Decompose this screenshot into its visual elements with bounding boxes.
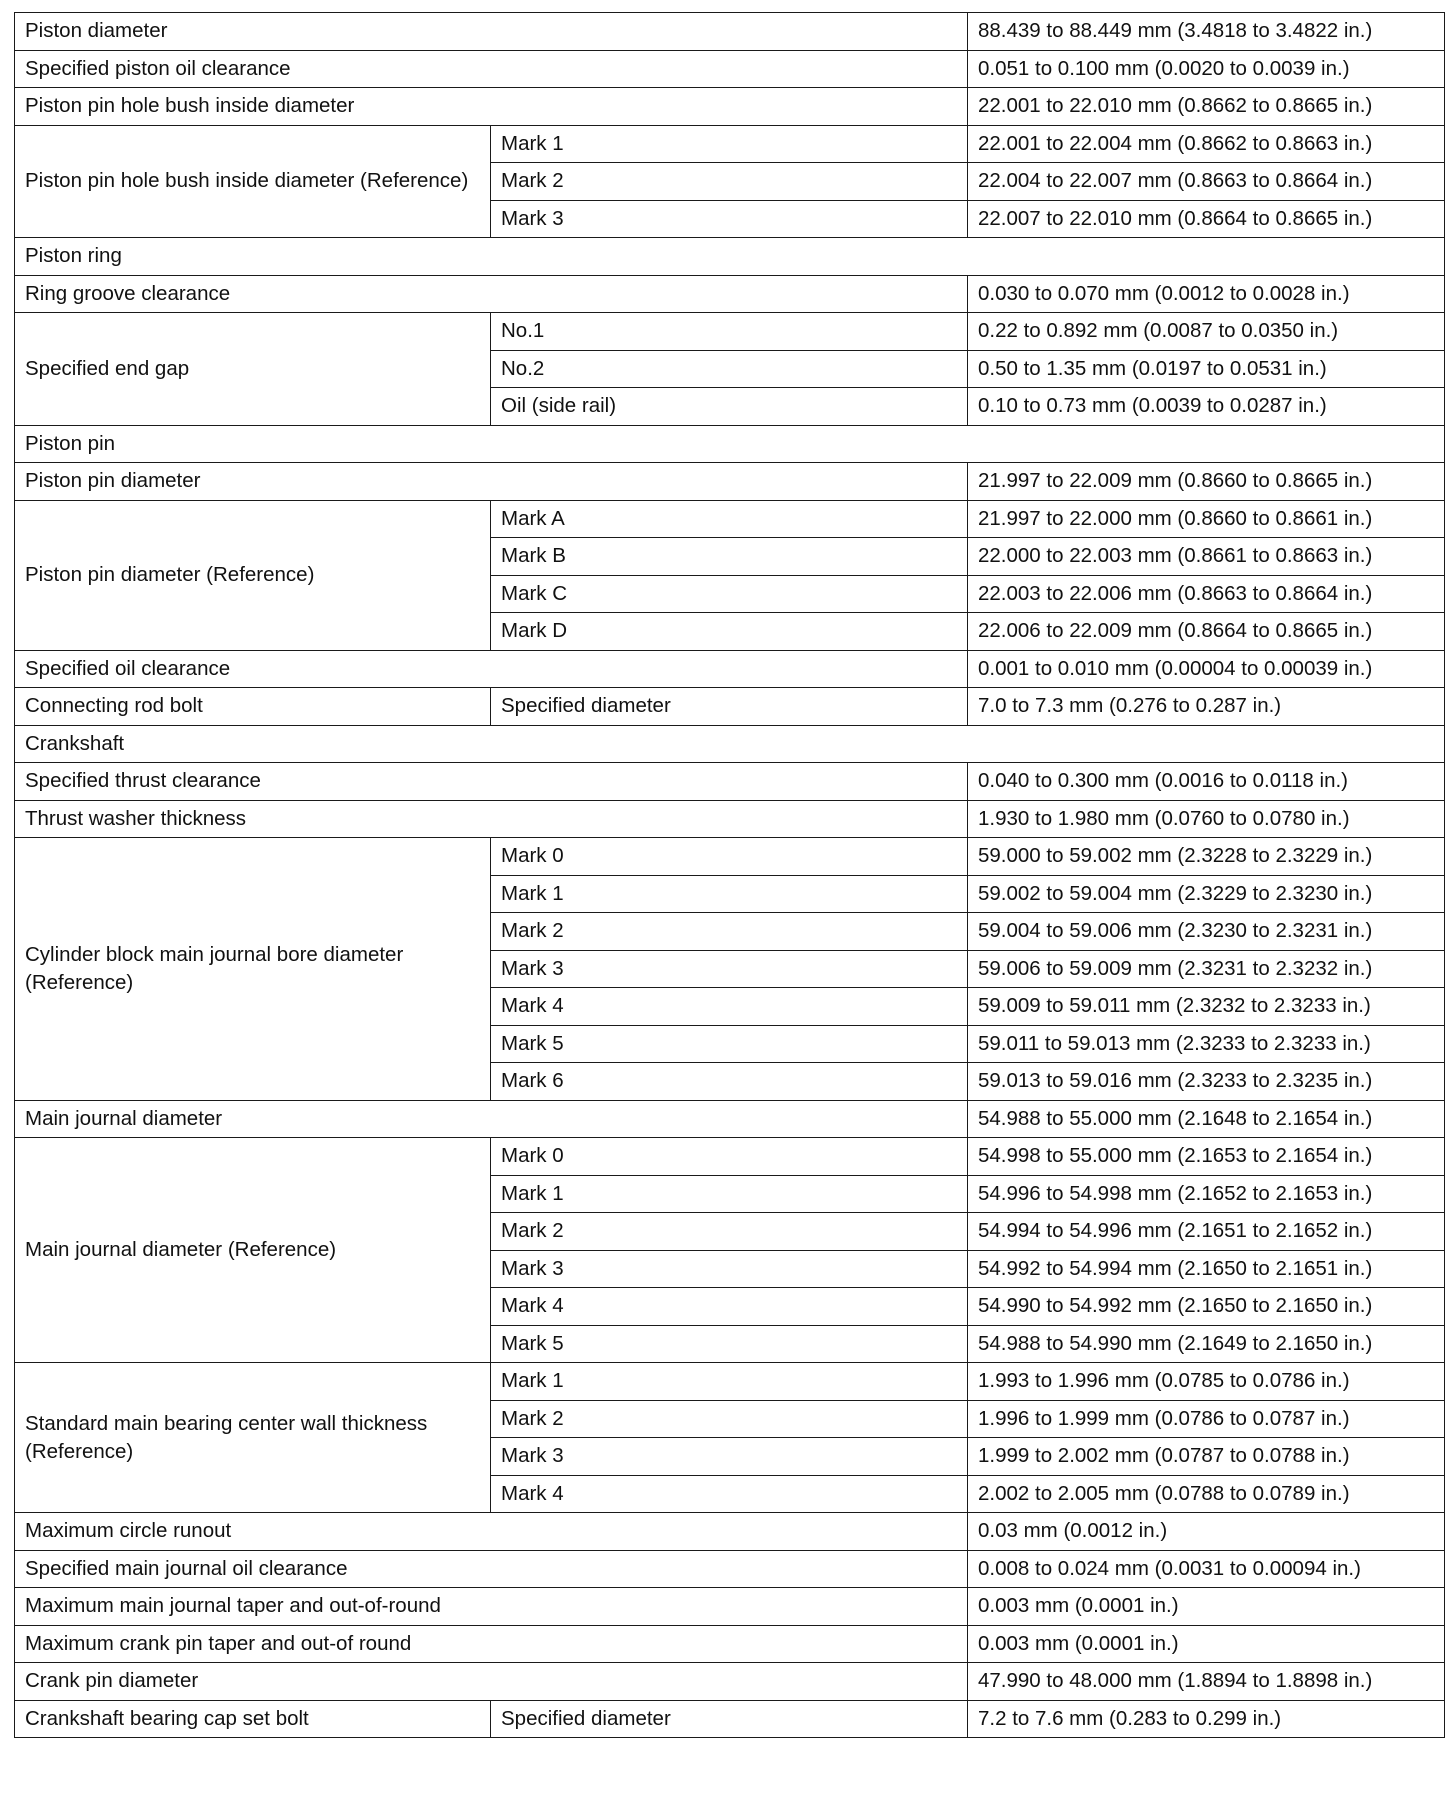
spec-sub-label: No.2 — [491, 350, 968, 388]
spec-value: 0.03 mm (0.0012 in.) — [968, 1513, 1445, 1551]
spec-value: 22.001 to 22.010 mm (0.8662 to 0.8665 in.) — [968, 88, 1445, 126]
table-row — [15, 688, 1445, 726]
table-row — [15, 275, 1445, 313]
spec-value: 88.439 to 88.449 mm (3.4818 to 3.4822 in.) — [968, 13, 1445, 51]
spec-sub-label: Mark 2 — [491, 1400, 968, 1438]
spec-value: 2.002 to 2.005 mm (0.0788 to 0.0789 in.) — [968, 1475, 1445, 1513]
spec-value: 0.001 to 0.010 mm (0.00004 to 0.00039 in.) — [968, 650, 1445, 688]
spec-sub-label: Mark 2 — [491, 913, 968, 951]
spec-sub-label: No.1 — [491, 313, 968, 351]
table-row — [15, 1363, 1445, 1401]
spec-value: 22.001 to 22.004 mm (0.8662 to 0.8663 in.) — [968, 125, 1445, 163]
table-row — [15, 125, 1445, 163]
spec-value: 54.992 to 54.994 mm (2.1650 to 2.1651 in.) — [968, 1250, 1445, 1288]
spec-value: 1.996 to 1.999 mm (0.0786 to 0.0787 in.) — [968, 1400, 1445, 1438]
spec-value: 59.011 to 59.013 mm (2.3233 to 2.3233 in.) — [968, 1025, 1445, 1063]
table-row — [15, 1625, 1445, 1663]
spec-value: 59.004 to 59.006 mm (2.3230 to 2.3231 in.) — [968, 913, 1445, 951]
spec-label: Piston pin diameter (Reference) — [15, 500, 491, 650]
spec-label: Main journal diameter — [15, 1100, 968, 1138]
spec-sub-label: Mark 3 — [491, 1438, 968, 1476]
spec-label: Crankshaft bearing cap set bolt — [15, 1700, 491, 1738]
section-heading: Piston ring — [15, 238, 1445, 276]
table-row — [15, 1588, 1445, 1626]
spec-value: 1.993 to 1.996 mm (0.0785 to 0.0786 in.) — [968, 1363, 1445, 1401]
spec-value: 1.930 to 1.980 mm (0.0760 to 0.0780 in.) — [968, 800, 1445, 838]
table-row — [15, 1100, 1445, 1138]
spec-value: 0.008 to 0.024 mm (0.0031 to 0.00094 in.) — [968, 1550, 1445, 1588]
table-row — [15, 1513, 1445, 1551]
spec-value: 22.004 to 22.007 mm (0.8663 to 0.8664 in.) — [968, 163, 1445, 201]
spec-value: 0.50 to 1.35 mm (0.0197 to 0.0531 in.) — [968, 350, 1445, 388]
spec-label: Specified end gap — [15, 313, 491, 426]
spec-value: 1.999 to 2.002 mm (0.0787 to 0.0788 in.) — [968, 1438, 1445, 1476]
spec-sub-label: Mark B — [491, 538, 968, 576]
spec-sub-label: Mark 6 — [491, 1063, 968, 1101]
spec-label: Connecting rod bolt — [15, 688, 491, 726]
spec-value: 0.10 to 0.73 mm (0.0039 to 0.0287 in.) — [968, 388, 1445, 426]
spec-label: Thrust washer thickness — [15, 800, 968, 838]
section-row — [15, 725, 1445, 763]
table-row — [15, 463, 1445, 501]
spec-sub-label: Specified diameter — [491, 688, 968, 726]
spec-value: 54.988 to 54.990 mm (2.1649 to 2.1650 in.) — [968, 1325, 1445, 1363]
spec-sub-label: Mark 3 — [491, 200, 968, 238]
spec-label: Specified piston oil clearance — [15, 50, 968, 88]
table-row — [15, 313, 1445, 351]
spec-sub-label: Mark C — [491, 575, 968, 613]
spec-label: Maximum crank pin taper and out-of round — [15, 1625, 968, 1663]
spec-sub-label: Mark 4 — [491, 1475, 968, 1513]
section-row — [15, 238, 1445, 276]
spec-sub-label: Specified diameter — [491, 1700, 968, 1738]
spec-value: 54.994 to 54.996 mm (2.1651 to 2.1652 in.) — [968, 1213, 1445, 1251]
table-row — [15, 50, 1445, 88]
spec-label: Specified thrust clearance — [15, 763, 968, 801]
spec-sub-label: Mark A — [491, 500, 968, 538]
spec-value: 54.990 to 54.992 mm (2.1650 to 2.1650 in.) — [968, 1288, 1445, 1326]
table-row — [15, 763, 1445, 801]
spec-value: 0.22 to 0.892 mm (0.0087 to 0.0350 in.) — [968, 313, 1445, 351]
spec-value: 0.003 mm (0.0001 in.) — [968, 1588, 1445, 1626]
table-row — [15, 650, 1445, 688]
spec-sub-label: Mark 2 — [491, 1213, 968, 1251]
table-row — [15, 1550, 1445, 1588]
spec-value: 59.002 to 59.004 mm (2.3229 to 2.3230 in.) — [968, 875, 1445, 913]
spec-sub-label: Mark 1 — [491, 1363, 968, 1401]
spec-sub-label: Mark 4 — [491, 988, 968, 1026]
spec-label: Piston diameter — [15, 13, 968, 51]
spec-value: 59.000 to 59.002 mm (2.3228 to 2.3229 in.) — [968, 838, 1445, 876]
spec-value: 22.000 to 22.003 mm (0.8661 to 0.8663 in.) — [968, 538, 1445, 576]
spec-value: 54.998 to 55.000 mm (2.1653 to 2.1654 in.) — [968, 1138, 1445, 1176]
spec-value: 21.997 to 22.009 mm (0.8660 to 0.8665 in.) — [968, 463, 1445, 501]
spec-label: Piston pin hole bush inside diameter — [15, 88, 968, 126]
spec-value: 54.988 to 55.000 mm (2.1648 to 2.1654 in.) — [968, 1100, 1445, 1138]
spec-sub-label: Mark 5 — [491, 1325, 968, 1363]
table-row — [15, 838, 1445, 876]
table-row — [15, 500, 1445, 538]
spec-label: Specified oil clearance — [15, 650, 968, 688]
table-row — [15, 13, 1445, 51]
spec-value: 0.003 mm (0.0001 in.) — [968, 1625, 1445, 1663]
spec-sub-label: Mark 1 — [491, 875, 968, 913]
table-row — [15, 88, 1445, 126]
spec-value: 22.006 to 22.009 mm (0.8664 to 0.8665 in.) — [968, 613, 1445, 651]
spec-value: 22.003 to 22.006 mm (0.8663 to 0.8664 in.) — [968, 575, 1445, 613]
spec-value: 59.013 to 59.016 mm (2.3233 to 2.3235 in.) — [968, 1063, 1445, 1101]
spec-sub-label: Mark 3 — [491, 950, 968, 988]
spec-value: 22.007 to 22.010 mm (0.8664 to 0.8665 in.) — [968, 200, 1445, 238]
spec-label: Maximum main journal taper and out-of-round — [15, 1588, 968, 1626]
spec-value: 0.040 to 0.300 mm (0.0016 to 0.0118 in.) — [968, 763, 1445, 801]
spec-label: Crank pin diameter — [15, 1663, 968, 1701]
spec-label: Piston pin hole bush inside diameter (Reference) — [15, 125, 491, 238]
table-row — [15, 1663, 1445, 1701]
spec-value: 7.0 to 7.3 mm (0.276 to 0.287 in.) — [968, 688, 1445, 726]
spec-value: 0.051 to 0.100 mm (0.0020 to 0.0039 in.) — [968, 50, 1445, 88]
specifications-table-body — [15, 13, 1445, 1738]
spec-value: 21.997 to 22.000 mm (0.8660 to 0.8661 in.) — [968, 500, 1445, 538]
section-heading: Piston pin — [15, 425, 1445, 463]
spec-sub-label: Mark 0 — [491, 1138, 968, 1176]
section-row — [15, 425, 1445, 463]
spec-label: Standard main bearing center wall thickness (Reference) — [15, 1363, 491, 1513]
spec-value: 47.990 to 48.000 mm (1.8894 to 1.8898 in.) — [968, 1663, 1445, 1701]
spec-sub-label: Mark 1 — [491, 125, 968, 163]
spec-value: 59.006 to 59.009 mm (2.3231 to 2.3232 in.) — [968, 950, 1445, 988]
spec-sub-label: Mark 0 — [491, 838, 968, 876]
table-row — [15, 1138, 1445, 1176]
table-row — [15, 800, 1445, 838]
spec-value: 59.009 to 59.011 mm (2.3232 to 2.3233 in.) — [968, 988, 1445, 1026]
spec-value: 54.996 to 54.998 mm (2.1652 to 2.1653 in.) — [968, 1175, 1445, 1213]
spec-sub-label: Mark 2 — [491, 163, 968, 201]
spec-label: Main journal diameter (Reference) — [15, 1138, 491, 1363]
spec-label: Cylinder block main journal bore diameter (Reference) — [15, 838, 491, 1101]
table-row — [15, 1700, 1445, 1738]
spec-label: Piston pin diameter — [15, 463, 968, 501]
spec-sub-label: Mark 5 — [491, 1025, 968, 1063]
spec-sub-label: Mark 3 — [491, 1250, 968, 1288]
spec-sub-label: Oil (side rail) — [491, 388, 968, 426]
spec-label: Specified main journal oil clearance — [15, 1550, 968, 1588]
section-heading: Crankshaft — [15, 725, 1445, 763]
spec-value: 0.030 to 0.070 mm (0.0012 to 0.0028 in.) — [968, 275, 1445, 313]
spec-sub-label: Mark 1 — [491, 1175, 968, 1213]
spec-label: Maximum circle runout — [15, 1513, 968, 1551]
spec-label: Ring groove clearance — [15, 275, 968, 313]
spec-sub-label: Mark 4 — [491, 1288, 968, 1326]
spec-sub-label: Mark D — [491, 613, 968, 651]
specifications-table — [14, 12, 1445, 1738]
spec-value: 7.2 to 7.6 mm (0.283 to 0.299 in.) — [968, 1700, 1445, 1738]
